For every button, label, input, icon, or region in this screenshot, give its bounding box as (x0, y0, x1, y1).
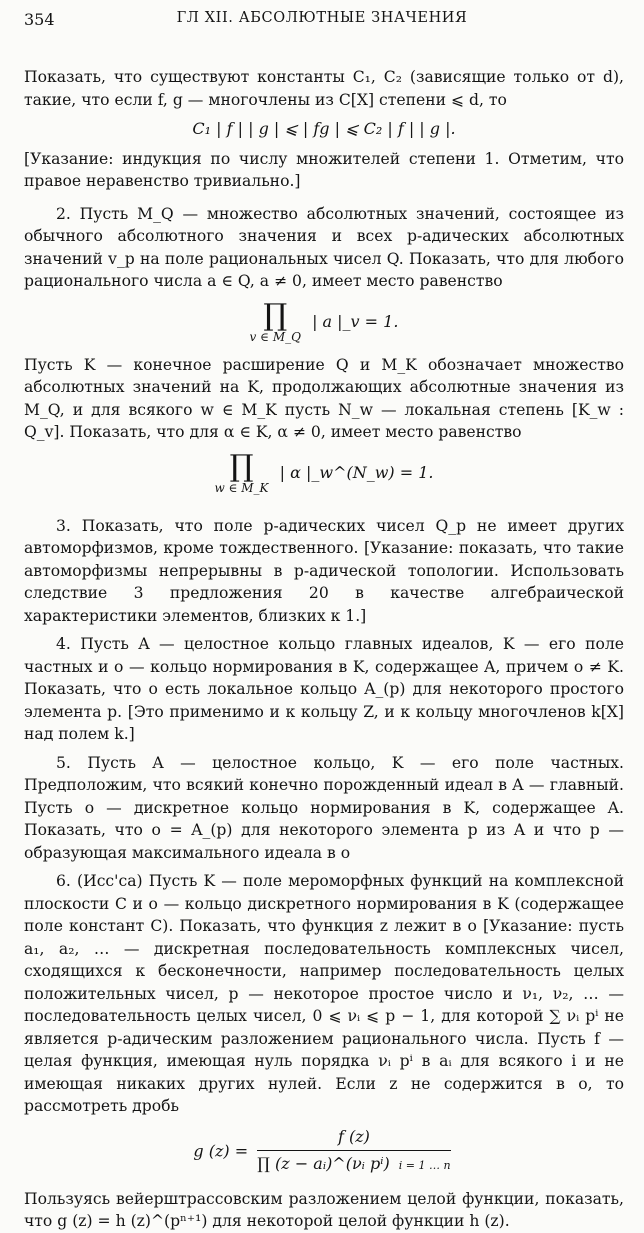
product-limits: i = 1 … n (398, 1159, 451, 1172)
exercise-3: 3. Показать, что поле p-адических чисел Q_p не имеет других автоморфизмов, кроме тождественного. [Указание: показать, что такие автоморфизмы непрерывны в p-адической топологии. Использовать следствие 3 предложения 20 в качестве алгебраической характеристики элементов, близких к 1.] (24, 516, 624, 625)
product-index: v ∈ M_Q (249, 329, 301, 344)
exercise-4: 4. Пусть A — целостное кольцо главных идеалов, K — его поле частных и o — кольцо нормирования в K, содержащее A, причем o ≠ K. Показать, что o есть локальное кольцо A_(p) для некоторого простого элемента p. [Это применимо и к кольцу Z, и к кольцу многочленов k[X] над полем k.] (24, 635, 624, 743)
paragraph-intro: Показать, что существуют константы C₁, C₂ (зависящие только от d), такие, что если f, g — многочлены из C[X] степени ⩽ d, то (24, 68, 624, 109)
product-operator: ∏ w ∈ M_K (214, 448, 269, 495)
product-index: w ∈ M_K (214, 480, 269, 495)
page-number: 354 (24, 10, 55, 29)
equation-2-body: | a |_v = 1. (312, 311, 399, 331)
running-head: ГЛ XII. АБСОЛЮТНЫЕ ЗНАЧЕНИЯ (176, 10, 468, 26)
equation-4-lhs: g (z) = (193, 1141, 249, 1160)
equation-1: C₁ | f | | g | ⩽ | fg | ⩽ C₂ | f | | g |. (192, 119, 456, 138)
equation-3-body: | α |_w^(N_w) = 1. (279, 462, 434, 482)
exercise-6: 6. (Иcc'са) Пусть K — поле мероморфных функций на комплексной плоскости C и o — кольцо дискретного нормирования в K (содержащее поле констант C). Показать, что функция z лежит в o [Указание: пусть a₁, a₂, … — дискретная последовательность комплексных чисел, сходящихся к бесконечности, например последовательность целых положительных чисел, p — некоторое простое число и ν₁, ν₂, … — последовательность целых чисел, 0 ⩽ νᵢ ⩽ p − 1, для которой ∑ νᵢ pⁱ не является p-адическим разложением рационального числа. Пусть f — целая функция, имеющая нуль порядка νᵢ pⁱ в aᵢ для всякого i и не имеющая никаких других нулей. Если z не содержится в o, то рассмотреть дробь (24, 872, 624, 1115)
equation-4 (24, 1126, 624, 1178)
page-header (24, 10, 620, 36)
paragraph-hint-1: [Указание: индукция по числу множителей степени 1. Отметим, что правое неравенство тривиально.] (24, 149, 624, 190)
paragraph-final: Пользуясь вейерштрассовским разложением целой функции, показать, что g (z) = h (z)^(pⁿ⁺¹) для некоторой целой функции h (z). (24, 1189, 624, 1230)
page-body (24, 66, 624, 1233)
exercise-2-continued: Пусть K — конечное расширение Q и M_K обозначает множество абсолютных значений на K, продолжающих абсолютные значения из M_Q, и для всякого w ∈ M_K пусть N_w — локальная степень [K_w : Q_v]. Показать, что для α ∈ K, α ≠ 0, имеет место равенство (24, 355, 624, 441)
fraction-numerator: f (z) (257, 1126, 450, 1152)
equation-3 (24, 448, 624, 495)
fraction (257, 1126, 450, 1178)
product-operator: ∏ v ∈ M_Q (249, 297, 301, 344)
equation-2 (24, 297, 624, 344)
exercise-5: 5. Пусть A — целостное кольцо, K — его поле частных. Предположим, что всякий конечно порожденный идеал в A — главный. Пусть o — дискретное кольцо нормирования в K, содержащее A. Показать, что o = A_(p) для некоторого элемента p из A и что p — образующая максимального идеала в o (24, 753, 624, 862)
exercise-2: 2. Пусть M_Q — множество абсолютных значений, состоящее из обычного абсолютного значения и всех p-адических абсолютных значений v_p на поле рациональных чисел Q. Показать, что для любого рационального числа a ∈ Q, a ≠ 0, имеет место равенство (24, 204, 624, 290)
fraction-denominator: ∏ (z − aᵢ)^(νᵢ pⁱ) i = 1 … n (257, 1154, 451, 1173)
